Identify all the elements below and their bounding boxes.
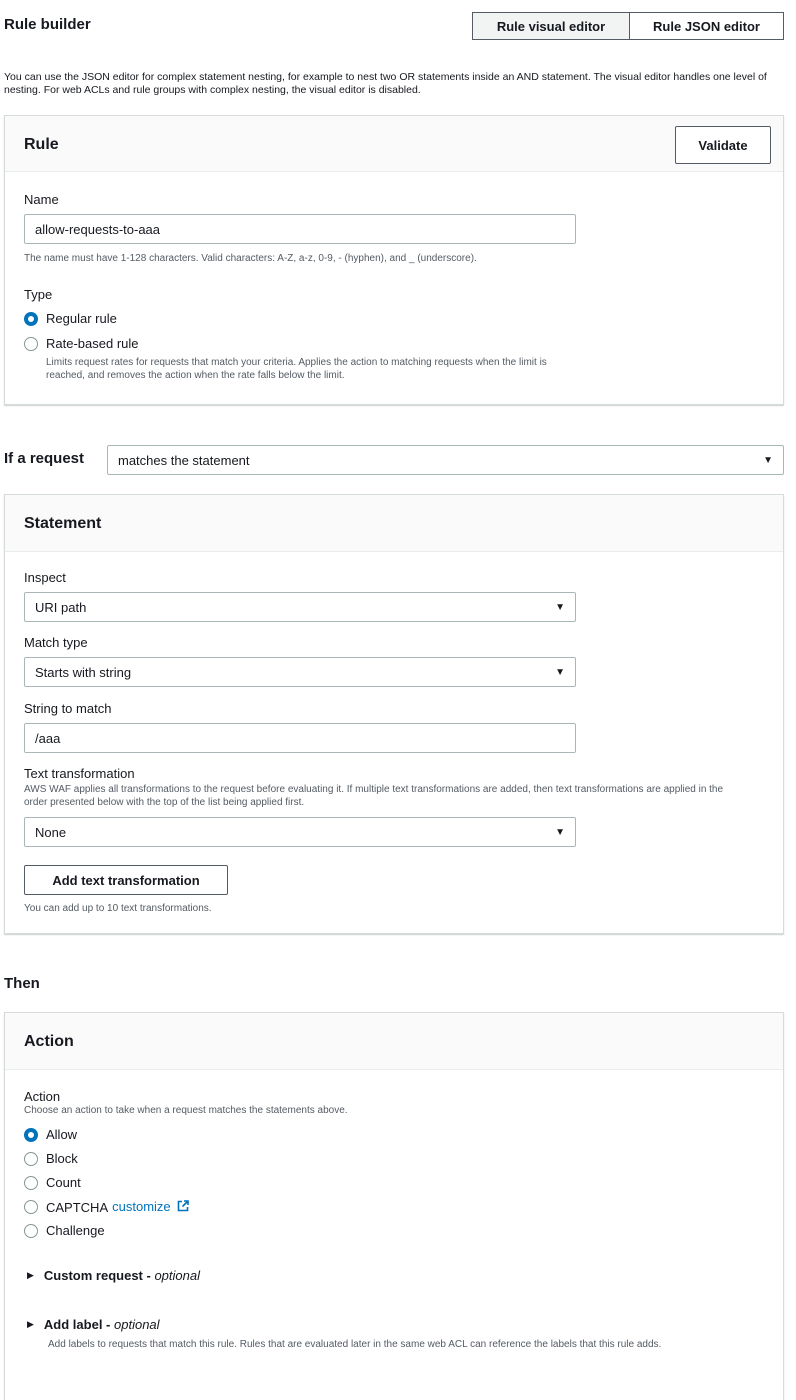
radio-action-block[interactable] bbox=[24, 1151, 78, 1166]
caret-down-icon: ▼ bbox=[555, 826, 565, 838]
if-request-label: If a request bbox=[4, 450, 85, 467]
radio-challenge-label: Challenge bbox=[46, 1223, 105, 1238]
radio-action-count[interactable] bbox=[24, 1175, 81, 1190]
radio-selected-icon bbox=[24, 1128, 38, 1142]
statement-panel-header bbox=[5, 495, 783, 552]
radio-unselected-icon bbox=[24, 337, 38, 351]
caret-right-icon: ▶ bbox=[27, 1319, 34, 1329]
match-type-label: Match type bbox=[24, 635, 88, 650]
name-hint: The name must have 1-128 characters. Valid characters: A-Z, a-z, 0-9, - (hyphen), and _ (underscore). bbox=[24, 253, 477, 264]
tab-rule-json-editor[interactable]: Rule JSON editor bbox=[629, 12, 784, 40]
radio-action-allow[interactable] bbox=[24, 1127, 77, 1142]
caret-down-icon: ▼ bbox=[555, 601, 565, 613]
add-label-expander[interactable] bbox=[27, 1317, 160, 1332]
customize-link-text: customize bbox=[112, 1199, 171, 1214]
intro-text: You can use the JSON editor for complex statement nesting, for example to nest two OR statements inside an AND statement. The visual editor handles one level of nesting. For web ACLs and rule groups with complex nesting, the visual editor is disabled. bbox=[4, 71, 767, 96]
name-input[interactable] bbox=[24, 214, 576, 244]
radio-rate-based-rule[interactable] bbox=[24, 336, 139, 351]
type-label: Type bbox=[24, 287, 53, 302]
custom-request-label: Custom request - optional bbox=[43, 1268, 200, 1283]
then-label: Then bbox=[4, 975, 40, 992]
radio-unselected-icon bbox=[24, 1152, 38, 1166]
radio-captcha-label: CAPTCHA bbox=[46, 1199, 109, 1215]
radio-action-captcha[interactable] bbox=[24, 1199, 189, 1215]
add-label-hint: Add labels to requests that match this rule. Rules that are evaluated later in the same web ACL can reference the labels that this rule adds. bbox=[48, 1339, 662, 1350]
action-panel bbox=[4, 1012, 784, 1400]
add-label-label: Add label - optional bbox=[43, 1317, 160, 1332]
radio-regular-label: Regular rule bbox=[46, 311, 117, 326]
captcha-customize-link[interactable] bbox=[112, 1199, 189, 1215]
text-transformation-value: None bbox=[35, 824, 67, 840]
rate-based-hint: Limits request rates for requests that match your criteria. Applies the action to matching requests when the limit is reached, and removes the action when the rate falls below the limit. bbox=[46, 357, 547, 381]
rule-panel bbox=[4, 115, 784, 405]
add-text-transformation-button[interactable]: Add text transformation bbox=[24, 865, 228, 895]
inspect-label: Inspect bbox=[24, 570, 66, 585]
action-title: Action bbox=[24, 1033, 74, 1050]
radio-action-challenge[interactable] bbox=[24, 1223, 105, 1238]
radio-count-label: Count bbox=[46, 1175, 81, 1190]
rule-panel-header bbox=[5, 116, 783, 172]
action-label: Action bbox=[24, 1089, 61, 1104]
statement-panel bbox=[4, 494, 784, 934]
radio-rate-label: Rate-based rule bbox=[46, 336, 139, 351]
radio-allow-label: Allow bbox=[46, 1127, 78, 1142]
match-type-select-value: Starts with string bbox=[35, 664, 132, 680]
string-to-match-label: String to match bbox=[24, 701, 112, 716]
action-hint: Choose an action to take when a request matches the statements above. bbox=[24, 1105, 348, 1116]
name-label: Name bbox=[24, 192, 59, 207]
tab-rule-visual-editor[interactable]: Rule visual editor bbox=[472, 12, 630, 40]
add-transformation-hint: You can add up to 10 text transformations. bbox=[24, 903, 212, 914]
radio-regular-rule[interactable] bbox=[24, 311, 117, 326]
radio-unselected-icon bbox=[24, 1176, 38, 1190]
inspect-select-value: URI path bbox=[35, 599, 87, 615]
text-transformation-label: Text transformation bbox=[24, 766, 135, 781]
rule-title: Rule bbox=[24, 136, 59, 153]
condition-select-value: matches the statement bbox=[118, 452, 250, 468]
text-transformation-select[interactable] bbox=[24, 817, 576, 847]
name-input-value: allow-requests-to-aaa bbox=[35, 221, 161, 237]
caret-down-icon: ▼ bbox=[555, 666, 565, 678]
radio-block-label: Block bbox=[46, 1151, 78, 1166]
radio-selected-icon bbox=[24, 312, 38, 326]
external-link-icon bbox=[177, 1200, 189, 1215]
match-type-select[interactable] bbox=[24, 657, 576, 687]
statement-title: Statement bbox=[24, 515, 102, 532]
condition-select[interactable] bbox=[107, 445, 784, 475]
inspect-select[interactable] bbox=[24, 592, 576, 622]
custom-request-expander[interactable] bbox=[27, 1268, 200, 1283]
string-to-match-value: /aaa bbox=[35, 730, 61, 746]
caret-right-icon: ▶ bbox=[27, 1270, 34, 1280]
page-title: Rule builder bbox=[4, 16, 91, 33]
action-panel-header bbox=[5, 1013, 783, 1070]
validate-button[interactable]: Validate bbox=[675, 126, 771, 164]
radio-unselected-icon bbox=[24, 1200, 38, 1214]
text-transformation-hint: AWS WAF applies all transformations to the request before evaluating it. If multiple text transformations are added, then text transformations are applied in the order presented below with the top of the list being applied first. bbox=[24, 784, 724, 808]
radio-unselected-icon bbox=[24, 1224, 38, 1238]
string-to-match-input[interactable] bbox=[24, 723, 576, 753]
caret-down-icon: ▼ bbox=[763, 454, 773, 466]
